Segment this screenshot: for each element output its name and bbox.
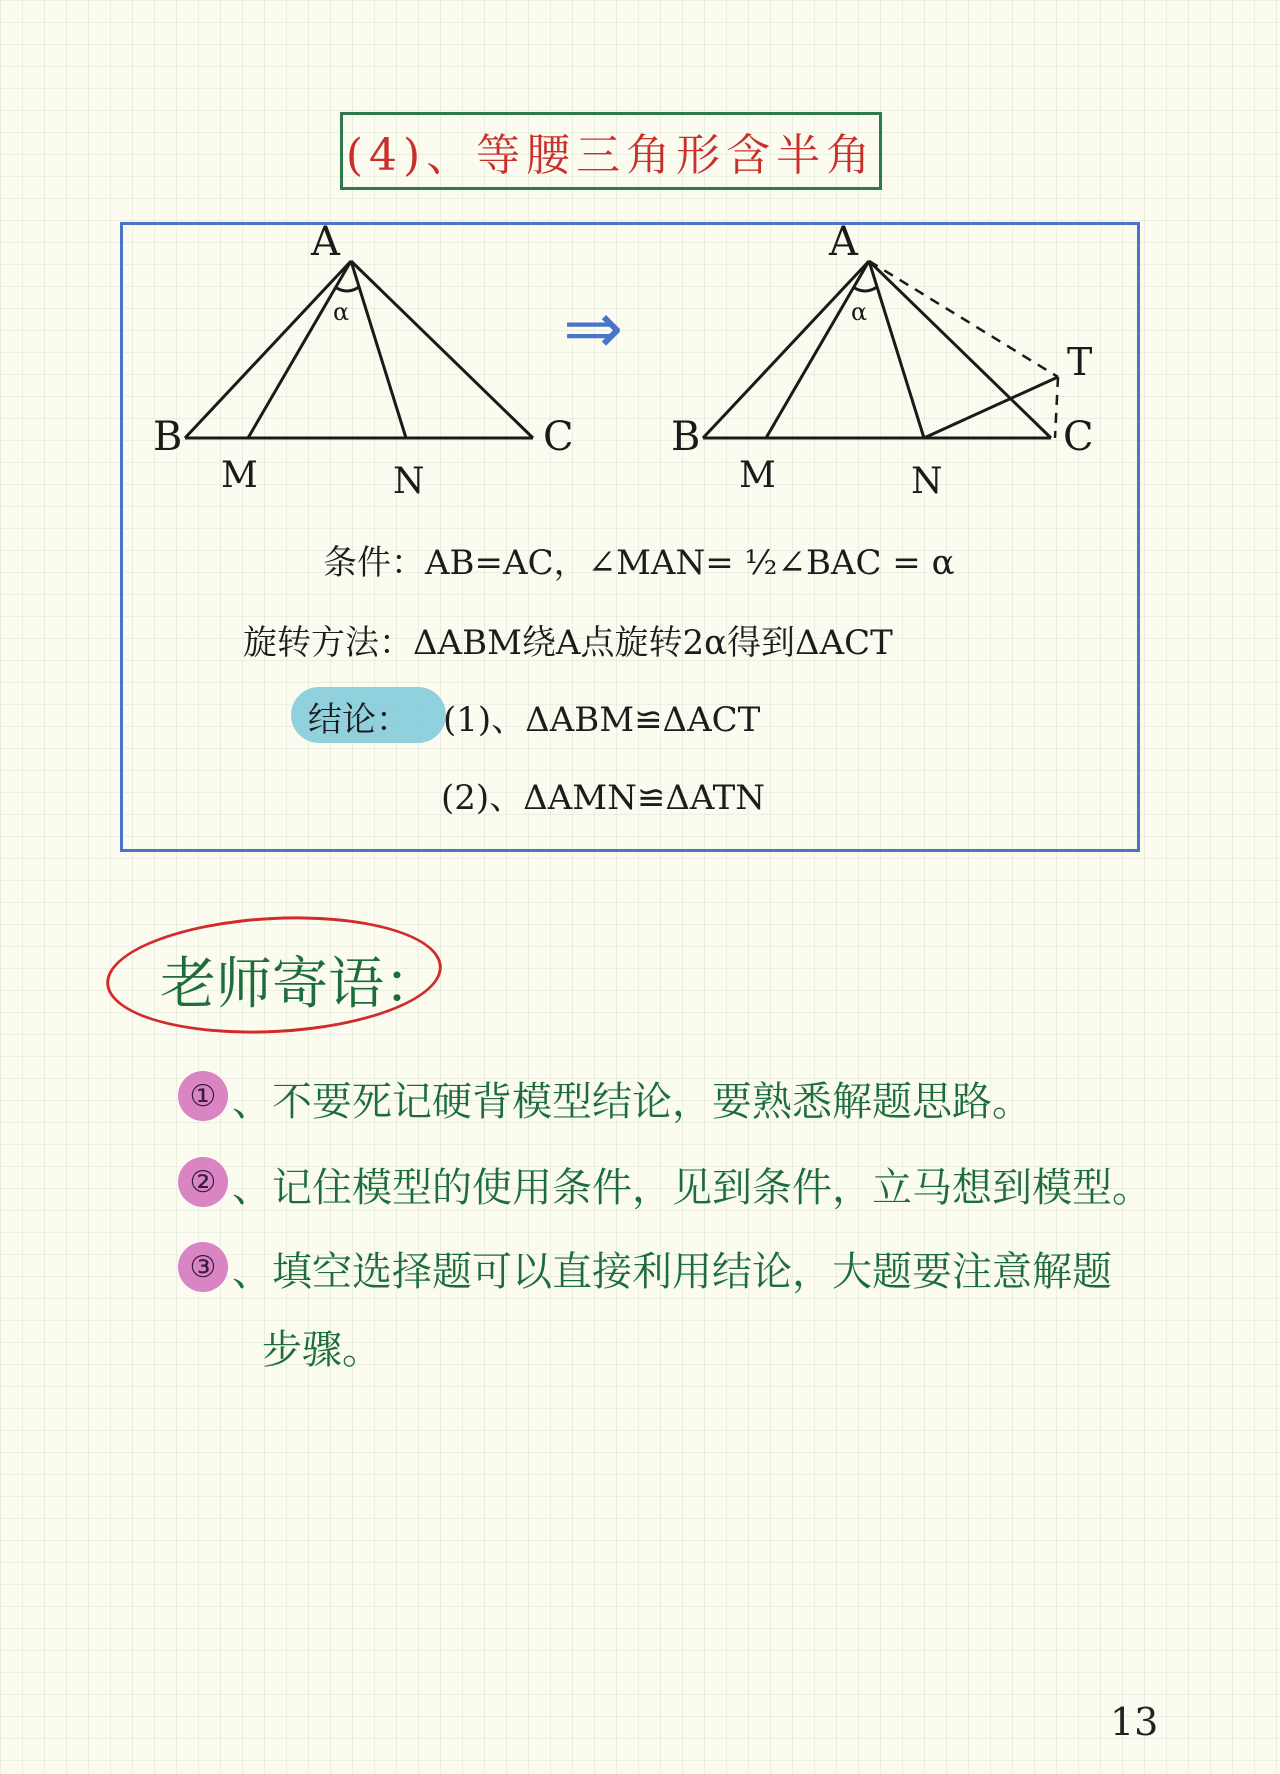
page-title: (4)、等腰三角形含半角	[345, 130, 877, 181]
teacher-title	[160, 940, 440, 1020]
advice-3-continuation: 步骤。	[262, 1327, 382, 1373]
conditions-text: 条件：AB=AC，∠MAN= ½∠BAC = α	[323, 543, 955, 583]
triangle-diagrams	[123, 225, 1137, 525]
dashed-at	[869, 261, 1058, 377]
left-triangle	[185, 261, 533, 438]
right-label-c: C	[1063, 414, 1094, 460]
page-number: 13	[1110, 1700, 1159, 1744]
right-line-nt	[924, 377, 1058, 438]
right-angle-arc	[853, 287, 877, 291]
advice-3: 、填空选择题可以直接利用结论，大题要注意解题	[232, 1249, 1112, 1295]
model-box	[120, 222, 1140, 852]
left-label-m: M	[221, 455, 258, 496]
left-angle-arc	[335, 287, 359, 291]
left-side-ab	[185, 261, 351, 438]
right-side-ab	[703, 261, 869, 438]
title-box	[340, 112, 882, 190]
left-label-c: C	[543, 414, 574, 460]
left-label-n: N	[393, 461, 425, 502]
left-label-b: B	[153, 414, 183, 460]
bullet-3-icon: ③	[178, 1242, 228, 1292]
teacher-title-colon: ：	[384, 952, 440, 1017]
advice-1: 、不要死记硬背模型结论，要熟悉解题思路。	[232, 1079, 1032, 1125]
method-text: 旋转方法：ΔABM绕A点旋转2α得到ΔACT	[243, 623, 893, 663]
bullet-1-icon: ①	[178, 1071, 228, 1121]
dashed-tc	[1055, 377, 1058, 438]
advice-2: 、记住模型的使用条件，见到条件，立马想到模型。	[232, 1165, 1152, 1211]
conclusion-2: (2)、ΔAMN≌ΔATN	[441, 778, 765, 818]
left-label-alpha: α	[333, 298, 350, 326]
right-label-n: N	[911, 461, 943, 502]
right-label-b: B	[671, 414, 701, 460]
right-label-t: T	[1067, 340, 1093, 384]
right-label-a: A	[829, 225, 858, 265]
teacher-title-text: 老师寄语	[160, 952, 384, 1017]
left-label-a: A	[311, 225, 340, 265]
right-triangle	[703, 261, 1058, 438]
right-label-alpha: α	[851, 298, 868, 326]
right-label-m: M	[739, 455, 776, 496]
conclusion-label: 结论：	[308, 700, 410, 740]
conclusion-1: (1)、ΔABM≌ΔACT	[443, 700, 761, 740]
bullet-2-icon: ②	[178, 1157, 228, 1207]
implies-arrow: ⇒	[563, 286, 624, 370]
